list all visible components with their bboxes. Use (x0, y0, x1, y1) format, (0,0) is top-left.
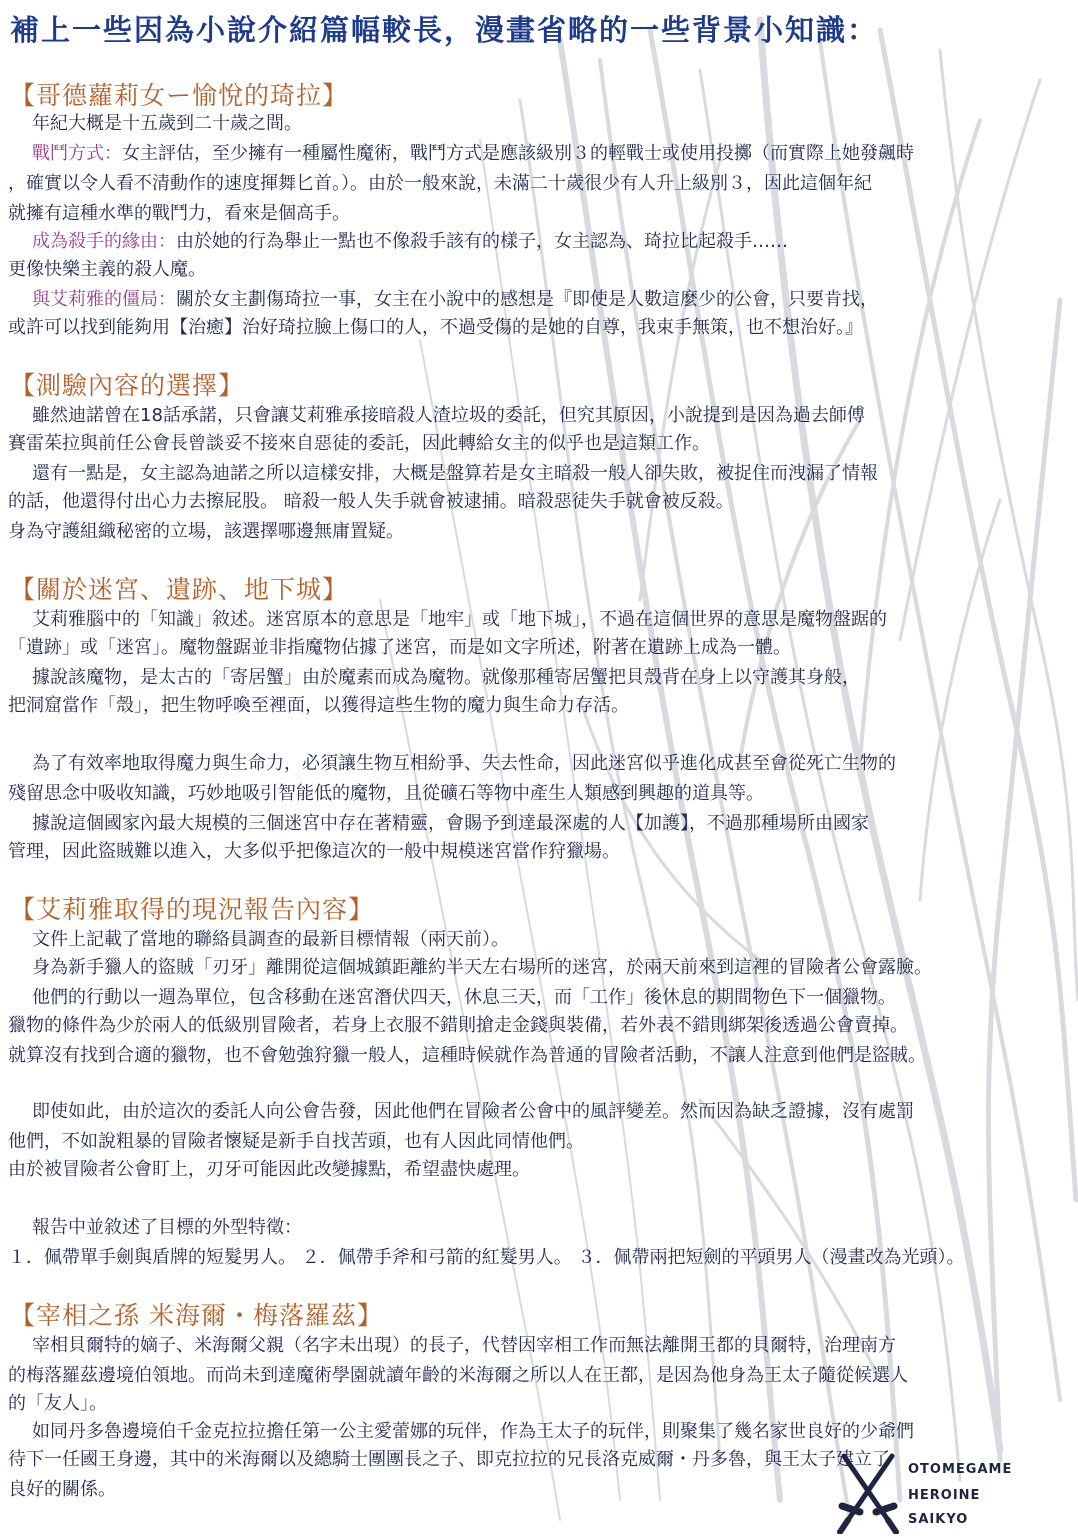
paragraph-line: 待下一任國王身邊，其中的米海爾以及總騎士團團長之子、即克拉拉的兄長洛克威爾・丹多魯，與王太子建立了 (8, 1449, 890, 1470)
section-heading: 【測驗內容的選擇】 (10, 371, 245, 400)
paragraph-line: 的「友人」。 (8, 1393, 107, 1414)
paragraph-line: 就擁有這種水準的戰鬥力，看來是個高手。 (8, 203, 350, 224)
paragraph-line: 如同丹多魯邊境伯千金克拉拉擔任第一公主愛蕾娜的玩伴，作為王太子的玩伴，則聚集了幾名家世良好的少爺們 (32, 1421, 914, 1442)
logo-word: HEROINE (908, 1488, 981, 1503)
paragraph-line: 就算沒有找到合適的獵物，也不會勉強狩獵一般人，這種時候就作為普通的冒險者活動，不讓人注意到他們是盜賊。 (8, 1045, 926, 1066)
paragraph-line: 文件上記載了當地的聯絡員調查的最新目標情報（兩天前）。 (32, 929, 509, 950)
topic-label: 與艾莉雅的僵局： (32, 289, 176, 310)
paragraph-line: 身為守護組織秘密的立場，該選擇哪邊無庸置疑。 (8, 521, 404, 542)
crossed-swords-icon (836, 1450, 900, 1534)
paragraph-line: 把洞窟當作「殼」，把生物呼喚至裡面，以獲得這些生物的魔力與生命力存活。 (8, 695, 629, 716)
paragraph-line: 更像快樂主義的殺人魔。 (8, 259, 206, 280)
paragraph-line: 他們，不如說粗暴的冒險者懷疑是新手自找苦頭，也有人因此同情他們。 (8, 1131, 584, 1152)
paragraph-line: 身為新手獵人的盜賊「刃牙」離開從這個城鎮距離約半天左右場所的迷宮，於兩天前來到這裡的冒險者公會露臉。 (32, 957, 932, 978)
paragraph-line: 殘留思念中吸收知識，巧妙地吸引智能低的魔物，且從礦石等物中產生人類感到興趣的道具等。 (8, 783, 764, 804)
paragraph-line: 的話，他還得付出心力去擦屁股。 暗殺一般人失手就會被逮捕。暗殺惡徒失手就會被反殺。 (8, 491, 734, 512)
section-heading: 【關於迷宮、遺跡、地下城】 (10, 575, 349, 604)
paragraph-line: 「遺跡」或「迷宮」。魔物盤踞並非指魔物佔據了迷宮，而是如文字所述，附著在遺跡上成為一體。 (8, 637, 791, 658)
paragraph-line: １．佩帶單手劍與盾牌的短髮男人。 ２．佩帶手斧和弓箭的紅髮男人。 ３．佩帶兩把短劍的平頭男人（漫畫改為光頭）。 (8, 1247, 965, 1268)
logo-word: OTOMEGAME (908, 1462, 1013, 1477)
paragraph-line: 艾莉雅腦中的「知識」敘述。迷宮原本的意思是「地牢」或「地下城」，不過在這個世界的意思是魔物盤踞的 (32, 609, 887, 630)
topic-label: 成為殺手的緣由： (32, 231, 176, 252)
logo-word: SAIKYO (908, 1512, 969, 1527)
series-logo (836, 1450, 1072, 1534)
topic-label: 戰鬥方式： (32, 143, 122, 164)
paragraph-line: 宰相貝爾特的嫡子、米海爾父親（名字未出現）的長子，代替因宰相工作而無法離開王都的貝爾特，治理南方 (32, 1335, 896, 1356)
section-heading: 【宰相之孫 米海爾・梅落羅茲】 (10, 1301, 383, 1330)
paragraph-line: 由於被冒險者公會盯上，刃牙可能因此改變據點，希望盡快處理。 (8, 1159, 530, 1180)
paragraph-line: 為了有效率地取得魔力與生命力，必須讓生物互相紛爭、失去性命，因此迷宮似乎進化成甚至會從死亡生物的 (32, 753, 896, 774)
paragraph-line: 賽雷茱拉與前任公會長曾談妥不接來自惡徒的委託，因此轉給女主的似乎也是這類工作。 (8, 433, 710, 454)
paragraph-line: 的梅落羅茲邊境伯領地。而尚未到達魔術學園就讀年齡的米海爾之所以人在王都，是因為他身為王太子隨從候選人 (8, 1365, 908, 1386)
section-heading: 【哥德蘿莉女ー愉悅的琦拉】 (10, 81, 349, 110)
paragraph-line: 據說該魔物，是太古的「寄居蟹」由於魔素而成為魔物。就像那種寄居蟹把貝殼背在身上以守護其身般， (32, 667, 860, 688)
paragraph-line: 還有一點是，女主認為迪諾之所以這樣安排，大概是盤算若是女主暗殺一般人卻失敗，被捉住而洩漏了情報 (32, 463, 878, 484)
paragraph-line: 或許可以找到能夠用【治癒】治好琦拉臉上傷口的人，不過受傷的是她的自尊，我束手無策，也不想治好。』 (8, 317, 863, 338)
paragraph-line: ，確實以令人看不清動作的速度揮舞匕首。）。由於一般來說，未滿二十歲很少有人升上級別３，因此這個年紀 (8, 173, 872, 194)
section-heading: 【艾莉雅取得的現況報告內容】 (10, 895, 375, 924)
paragraph-line: 成為殺手的緣由：由於她的行為舉止一點也不像殺手該有的樣子，女主認為、琦拉比起殺手…… (32, 231, 788, 252)
paragraph-line: 與艾莉雅的僵局：關於女主劃傷琦拉一事，女主在小說中的感想是『即使是人數這麼少的公會，只要肯找， (32, 289, 878, 310)
page-title: 補上一些因為小說介紹篇幅較長，漫畫省略的一些背景小知識： (10, 13, 879, 47)
paragraph-line: 戰鬥方式：女主評估，至少擁有一種屬性魔術，戰鬥方式是應該級別３的輕戰士或使用投擲（而實際上她發飆時 (32, 143, 914, 164)
paragraph-line: 年紀大概是十五歲到二十歲之間。 (32, 113, 302, 134)
paragraph-line: 即使如此，由於這次的委託人向公會告發，因此他們在冒險者公會中的風評變差。然而因為缺乏證據，沒有處罰 (32, 1101, 914, 1122)
paragraph-line: 報告中並敘述了目標的外型特徵： (32, 1217, 302, 1238)
paragraph-line: 獵物的條件為少於兩人的低級別冒險者，若身上衣服不錯則搶走金錢與裝備，若外表不錯則綁架後透過公會賣掉。 (8, 1015, 908, 1036)
paragraph-line: 他們的行動以一週為單位，包含移動在迷宮潛伏四天，休息三天，而「工作」後休息的期間物色下一個獵物。 (32, 987, 896, 1008)
paragraph-line: 雖然迪諾曾在18話承諾，只會讓艾莉雅承接暗殺人渣垃圾的委託，但究其原因，小說提到是因為過去師傅 (32, 405, 865, 426)
paragraph-line: 管理，因此盜賊難以進入，大多似乎把像這次的一般中規模迷宮當作狩獵場。 (8, 841, 620, 862)
paragraph-line: 良好的關係。 (8, 1479, 116, 1500)
paragraph-line: 據說這個國家內最大規模的三個迷宮中存在著精靈，會賜予到達最深處的人【加護】，不過那種場所由國家 (32, 813, 869, 834)
